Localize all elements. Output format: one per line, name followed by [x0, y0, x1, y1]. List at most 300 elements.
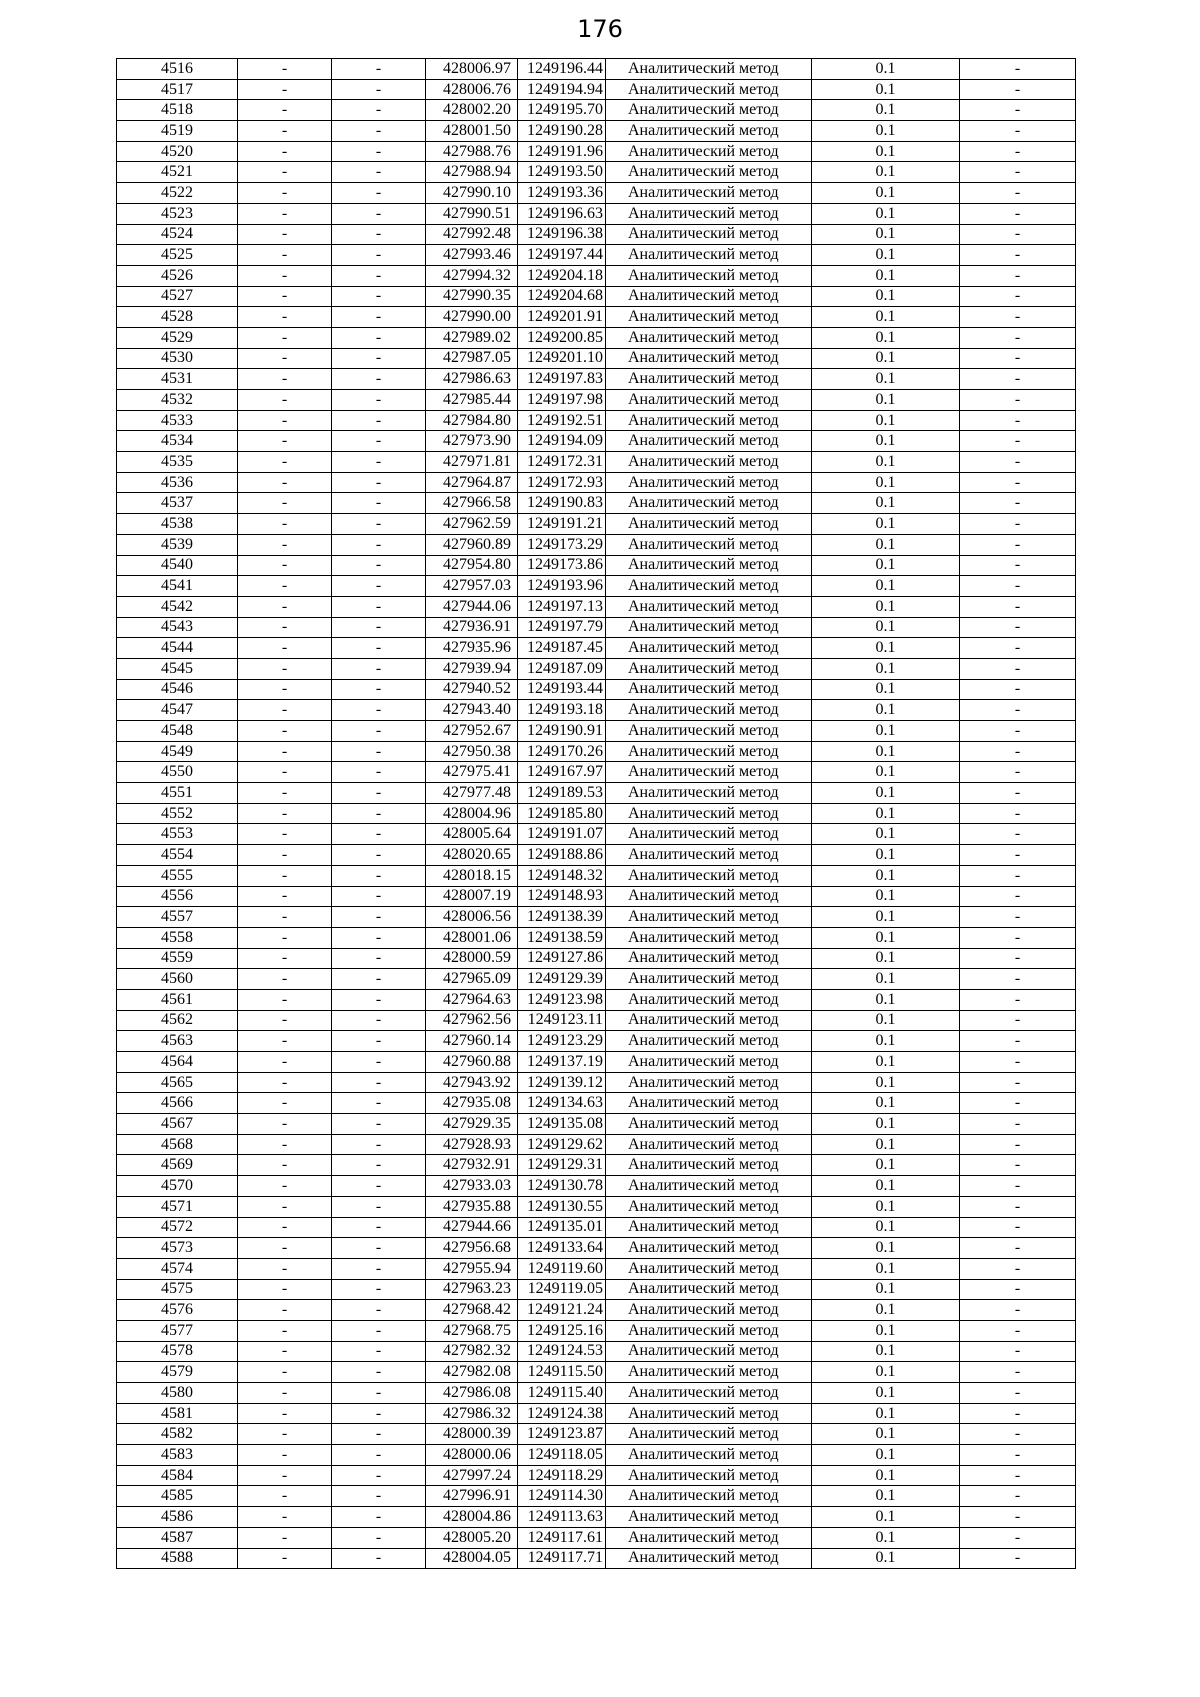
table-row — [117, 762, 1076, 783]
y-coordinate-cell: 1249204.68 — [518, 286, 606, 307]
dash-cell: - — [332, 1341, 426, 1362]
description-cell: - — [960, 245, 1076, 266]
point-number-cell: 4520 — [117, 141, 238, 162]
y-coordinate-cell: 1249193.18 — [518, 700, 606, 721]
dash-cell: - — [332, 162, 426, 183]
method-cell: Аналитический метод — [606, 886, 812, 907]
point-number-cell: 4542 — [117, 596, 238, 617]
description-cell: - — [960, 1176, 1076, 1197]
point-number-cell: 4561 — [117, 989, 238, 1010]
point-number-cell: 4529 — [117, 327, 238, 348]
dash-cell: - — [238, 762, 332, 783]
dash-cell: - — [238, 327, 332, 348]
accuracy-cell: 0.1 — [812, 162, 960, 183]
point-number-cell: 4576 — [117, 1300, 238, 1321]
dash-cell: - — [332, 79, 426, 100]
x-coordinate-cell: 427960.88 — [426, 1052, 518, 1073]
x-coordinate-cell: 428002.20 — [426, 100, 518, 121]
dash-cell: - — [238, 658, 332, 679]
accuracy-cell: 0.1 — [812, 1155, 960, 1176]
point-number-cell: 4538 — [117, 514, 238, 535]
dash-cell: - — [332, 1279, 426, 1300]
table-row — [117, 1093, 1076, 1114]
accuracy-cell: 0.1 — [812, 762, 960, 783]
dash-cell: - — [332, 369, 426, 390]
accuracy-cell: 0.1 — [812, 141, 960, 162]
dash-cell: - — [332, 431, 426, 452]
x-coordinate-cell: 427935.08 — [426, 1093, 518, 1114]
method-cell: Аналитический метод — [606, 79, 812, 100]
dash-cell: - — [238, 1424, 332, 1445]
method-cell: Аналитический метод — [606, 203, 812, 224]
x-coordinate-cell: 428000.59 — [426, 948, 518, 969]
method-cell: Аналитический метод — [606, 1217, 812, 1238]
accuracy-cell: 0.1 — [812, 514, 960, 535]
accuracy-cell: 0.1 — [812, 1527, 960, 1548]
table-row — [117, 1341, 1076, 1362]
dash-cell: - — [238, 927, 332, 948]
dash-cell: - — [238, 679, 332, 700]
dash-cell: - — [332, 203, 426, 224]
point-number-cell: 4541 — [117, 576, 238, 597]
accuracy-cell: 0.1 — [812, 989, 960, 1010]
x-coordinate-cell: 428004.96 — [426, 803, 518, 824]
y-coordinate-cell: 1249191.21 — [518, 514, 606, 535]
accuracy-cell: 0.1 — [812, 307, 960, 328]
table-row — [117, 265, 1076, 286]
table-row — [117, 1134, 1076, 1155]
y-coordinate-cell: 1249167.97 — [518, 762, 606, 783]
table-row — [117, 1176, 1076, 1197]
y-coordinate-cell: 1249119.60 — [518, 1258, 606, 1279]
y-coordinate-cell: 1249170.26 — [518, 741, 606, 762]
description-cell: - — [960, 1258, 1076, 1279]
dash-cell: - — [238, 1486, 332, 1507]
table-row — [117, 948, 1076, 969]
x-coordinate-cell: 428005.64 — [426, 824, 518, 845]
x-coordinate-cell: 427943.92 — [426, 1072, 518, 1093]
table-row — [117, 1383, 1076, 1404]
dash-cell: - — [238, 700, 332, 721]
x-coordinate-cell: 427973.90 — [426, 431, 518, 452]
x-coordinate-cell: 428020.65 — [426, 845, 518, 866]
y-coordinate-cell: 1249194.94 — [518, 79, 606, 100]
method-cell: Аналитический метод — [606, 390, 812, 411]
x-coordinate-cell: 428018.15 — [426, 865, 518, 886]
point-number-cell: 4582 — [117, 1424, 238, 1445]
dash-cell: - — [332, 617, 426, 638]
x-coordinate-cell: 427982.08 — [426, 1362, 518, 1383]
point-number-cell: 4562 — [117, 1010, 238, 1031]
description-cell: - — [960, 410, 1076, 431]
point-number-cell: 4537 — [117, 493, 238, 514]
table-row — [117, 286, 1076, 307]
x-coordinate-cell: 427987.05 — [426, 348, 518, 369]
accuracy-cell: 0.1 — [812, 1548, 960, 1569]
x-coordinate-cell: 427952.67 — [426, 721, 518, 742]
dash-cell: - — [332, 493, 426, 514]
x-coordinate-cell: 427933.03 — [426, 1176, 518, 1197]
dash-cell: - — [332, 783, 426, 804]
dash-cell: - — [238, 1010, 332, 1031]
y-coordinate-cell: 1249135.01 — [518, 1217, 606, 1238]
description-cell: - — [960, 1445, 1076, 1466]
table-row — [117, 1486, 1076, 1507]
y-coordinate-cell: 1249204.18 — [518, 265, 606, 286]
x-coordinate-cell: 427977.48 — [426, 783, 518, 804]
dash-cell: - — [332, 1362, 426, 1383]
accuracy-cell: 0.1 — [812, 865, 960, 886]
x-coordinate-cell: 427982.32 — [426, 1341, 518, 1362]
y-coordinate-cell: 1249124.53 — [518, 1341, 606, 1362]
accuracy-cell: 0.1 — [812, 1403, 960, 1424]
description-cell: - — [960, 783, 1076, 804]
dash-cell: - — [238, 286, 332, 307]
accuracy-cell: 0.1 — [812, 1320, 960, 1341]
dash-cell: - — [238, 493, 332, 514]
dash-cell: - — [238, 369, 332, 390]
y-coordinate-cell: 1249187.45 — [518, 638, 606, 659]
table-row — [117, 162, 1076, 183]
x-coordinate-cell: 427962.59 — [426, 514, 518, 535]
description-cell: - — [960, 1362, 1076, 1383]
accuracy-cell: 0.1 — [812, 1093, 960, 1114]
method-cell: Аналитический метод — [606, 59, 812, 80]
accuracy-cell: 0.1 — [812, 1424, 960, 1445]
point-number-cell: 4553 — [117, 824, 238, 845]
dash-cell: - — [332, 824, 426, 845]
description-cell: - — [960, 224, 1076, 245]
dash-cell: - — [238, 1052, 332, 1073]
accuracy-cell: 0.1 — [812, 1465, 960, 1486]
dash-cell: - — [332, 1445, 426, 1466]
dash-cell: - — [238, 1114, 332, 1135]
dash-cell: - — [332, 307, 426, 328]
point-number-cell: 4527 — [117, 286, 238, 307]
method-cell: Аналитический метод — [606, 596, 812, 617]
dash-cell: - — [238, 1217, 332, 1238]
x-coordinate-cell: 428001.50 — [426, 121, 518, 142]
table-row — [117, 1403, 1076, 1424]
table-row — [117, 307, 1076, 328]
accuracy-cell: 0.1 — [812, 1072, 960, 1093]
accuracy-cell: 0.1 — [812, 927, 960, 948]
table-row — [117, 865, 1076, 886]
dash-cell: - — [238, 617, 332, 638]
x-coordinate-cell: 427928.93 — [426, 1134, 518, 1155]
y-coordinate-cell: 1249129.39 — [518, 969, 606, 990]
x-coordinate-cell: 427929.35 — [426, 1114, 518, 1135]
point-number-cell: 4540 — [117, 555, 238, 576]
dash-cell: - — [238, 1362, 332, 1383]
point-number-cell: 4563 — [117, 1031, 238, 1052]
point-number-cell: 4536 — [117, 472, 238, 493]
table-row — [117, 1217, 1076, 1238]
table-row — [117, 141, 1076, 162]
description-cell: - — [960, 969, 1076, 990]
y-coordinate-cell: 1249123.29 — [518, 1031, 606, 1052]
accuracy-cell: 0.1 — [812, 1052, 960, 1073]
table-row — [117, 803, 1076, 824]
y-coordinate-cell: 1249138.39 — [518, 907, 606, 928]
accuracy-cell: 0.1 — [812, 576, 960, 597]
table-row — [117, 1548, 1076, 1569]
point-number-cell: 4580 — [117, 1383, 238, 1404]
y-coordinate-cell: 1249133.64 — [518, 1238, 606, 1259]
dash-cell: - — [238, 1383, 332, 1404]
point-number-cell: 4567 — [117, 1114, 238, 1135]
accuracy-cell: 0.1 — [812, 700, 960, 721]
y-coordinate-cell: 1249115.50 — [518, 1362, 606, 1383]
description-cell: - — [960, 307, 1076, 328]
point-number-cell: 4568 — [117, 1134, 238, 1155]
x-coordinate-cell: 427956.68 — [426, 1238, 518, 1259]
y-coordinate-cell: 1249117.71 — [518, 1548, 606, 1569]
dash-cell: - — [332, 989, 426, 1010]
x-coordinate-cell: 427939.94 — [426, 658, 518, 679]
method-cell: Аналитический метод — [606, 100, 812, 121]
description-cell: - — [960, 679, 1076, 700]
description-cell: - — [960, 1320, 1076, 1341]
table-row — [117, 721, 1076, 742]
description-cell: - — [960, 658, 1076, 679]
dash-cell: - — [332, 679, 426, 700]
method-cell: Аналитический метод — [606, 762, 812, 783]
method-cell: Аналитический метод — [606, 1093, 812, 1114]
description-cell: - — [960, 762, 1076, 783]
y-coordinate-cell: 1249148.93 — [518, 886, 606, 907]
dash-cell: - — [238, 803, 332, 824]
x-coordinate-cell: 428006.76 — [426, 79, 518, 100]
table-row — [117, 658, 1076, 679]
table-row — [117, 369, 1076, 390]
x-coordinate-cell: 428000.06 — [426, 1445, 518, 1466]
y-coordinate-cell: 1249125.16 — [518, 1320, 606, 1341]
method-cell: Аналитический метод — [606, 555, 812, 576]
accuracy-cell: 0.1 — [812, 348, 960, 369]
point-number-cell: 4559 — [117, 948, 238, 969]
dash-cell: - — [332, 59, 426, 80]
y-coordinate-cell: 1249138.59 — [518, 927, 606, 948]
accuracy-cell: 0.1 — [812, 679, 960, 700]
x-coordinate-cell: 427965.09 — [426, 969, 518, 990]
description-cell: - — [960, 907, 1076, 928]
dash-cell: - — [332, 1403, 426, 1424]
y-coordinate-cell: 1249197.83 — [518, 369, 606, 390]
method-cell: Аналитический метод — [606, 948, 812, 969]
table-row — [117, 1362, 1076, 1383]
table-row — [117, 1507, 1076, 1528]
accuracy-cell: 0.1 — [812, 1114, 960, 1135]
table-row — [117, 824, 1076, 845]
dash-cell: - — [332, 1155, 426, 1176]
table-row — [117, 1031, 1076, 1052]
point-number-cell: 4583 — [117, 1445, 238, 1466]
x-coordinate-cell: 427960.14 — [426, 1031, 518, 1052]
y-coordinate-cell: 1249185.80 — [518, 803, 606, 824]
dash-cell: - — [238, 824, 332, 845]
method-cell: Аналитический метод — [606, 369, 812, 390]
dash-cell: - — [238, 1196, 332, 1217]
description-cell: - — [960, 1527, 1076, 1548]
dash-cell: - — [238, 1341, 332, 1362]
description-cell: - — [960, 741, 1076, 762]
method-cell: Аналитический метод — [606, 803, 812, 824]
table-row — [117, 1320, 1076, 1341]
table-row — [117, 783, 1076, 804]
method-cell: Аналитический метод — [606, 1176, 812, 1197]
accuracy-cell: 0.1 — [812, 245, 960, 266]
table-row — [117, 1527, 1076, 1548]
description-cell: - — [960, 493, 1076, 514]
x-coordinate-cell: 427935.96 — [426, 638, 518, 659]
point-number-cell: 4552 — [117, 803, 238, 824]
x-coordinate-cell: 427975.41 — [426, 762, 518, 783]
description-cell: - — [960, 369, 1076, 390]
dash-cell: - — [238, 1258, 332, 1279]
y-coordinate-cell: 1249190.28 — [518, 121, 606, 142]
y-coordinate-cell: 1249117.61 — [518, 1527, 606, 1548]
y-coordinate-cell: 1249134.63 — [518, 1093, 606, 1114]
accuracy-cell: 0.1 — [812, 1134, 960, 1155]
description-cell: - — [960, 1465, 1076, 1486]
dash-cell: - — [238, 741, 332, 762]
method-cell: Аналитический метод — [606, 534, 812, 555]
dash-cell: - — [332, 948, 426, 969]
x-coordinate-cell: 428005.20 — [426, 1527, 518, 1548]
method-cell: Аналитический метод — [606, 1486, 812, 1507]
accuracy-cell: 0.1 — [812, 224, 960, 245]
dash-cell: - — [332, 1176, 426, 1197]
description-cell: - — [960, 555, 1076, 576]
description-cell: - — [960, 617, 1076, 638]
point-number-cell: 4574 — [117, 1258, 238, 1279]
dash-cell: - — [238, 1507, 332, 1528]
point-number-cell: 4586 — [117, 1507, 238, 1528]
accuracy-cell: 0.1 — [812, 431, 960, 452]
x-coordinate-cell: 427985.44 — [426, 390, 518, 411]
method-cell: Аналитический метод — [606, 989, 812, 1010]
point-number-cell: 4534 — [117, 431, 238, 452]
dash-cell: - — [238, 1176, 332, 1197]
method-cell: Аналитический метод — [606, 183, 812, 204]
dash-cell: - — [332, 1548, 426, 1569]
table-row — [117, 1258, 1076, 1279]
dash-cell: - — [238, 410, 332, 431]
method-cell: Аналитический метод — [606, 824, 812, 845]
accuracy-cell: 0.1 — [812, 824, 960, 845]
y-coordinate-cell: 1249189.53 — [518, 783, 606, 804]
method-cell: Аналитический метод — [606, 845, 812, 866]
accuracy-cell: 0.1 — [812, 183, 960, 204]
x-coordinate-cell: 428000.39 — [426, 1424, 518, 1445]
y-coordinate-cell: 1249193.96 — [518, 576, 606, 597]
y-coordinate-cell: 1249193.36 — [518, 183, 606, 204]
description-cell: - — [960, 927, 1076, 948]
method-cell: Аналитический метод — [606, 1362, 812, 1383]
table-row — [117, 59, 1076, 80]
dash-cell: - — [238, 783, 332, 804]
coordinates-table — [116, 58, 1076, 1569]
accuracy-cell: 0.1 — [812, 741, 960, 762]
accuracy-cell: 0.1 — [812, 286, 960, 307]
y-coordinate-cell: 1249139.12 — [518, 1072, 606, 1093]
dash-cell: - — [238, 576, 332, 597]
y-coordinate-cell: 1249196.63 — [518, 203, 606, 224]
dash-cell: - — [238, 514, 332, 535]
method-cell: Аналитический метод — [606, 638, 812, 659]
dash-cell: - — [238, 1072, 332, 1093]
method-cell: Аналитический метод — [606, 472, 812, 493]
table-row — [117, 514, 1076, 535]
y-coordinate-cell: 1249172.93 — [518, 472, 606, 493]
table-row — [117, 927, 1076, 948]
point-number-cell: 4533 — [117, 410, 238, 431]
point-number-cell: 4566 — [117, 1093, 238, 1114]
x-coordinate-cell: 428004.05 — [426, 1548, 518, 1569]
x-coordinate-cell: 427990.35 — [426, 286, 518, 307]
dash-cell: - — [332, 1383, 426, 1404]
accuracy-cell: 0.1 — [812, 845, 960, 866]
point-number-cell: 4581 — [117, 1403, 238, 1424]
dash-cell: - — [238, 948, 332, 969]
point-number-cell: 4573 — [117, 1238, 238, 1259]
dash-cell: - — [332, 596, 426, 617]
table-row — [117, 1424, 1076, 1445]
method-cell: Аналитический метод — [606, 1031, 812, 1052]
table-row — [117, 390, 1076, 411]
y-coordinate-cell: 1249129.62 — [518, 1134, 606, 1155]
point-number-cell: 4551 — [117, 783, 238, 804]
point-number-cell: 4555 — [117, 865, 238, 886]
dash-cell: - — [332, 141, 426, 162]
description-cell: - — [960, 79, 1076, 100]
description-cell: - — [960, 183, 1076, 204]
point-number-cell: 4584 — [117, 1465, 238, 1486]
x-coordinate-cell: 427971.81 — [426, 452, 518, 473]
y-coordinate-cell: 1249148.32 — [518, 865, 606, 886]
point-number-cell: 4531 — [117, 369, 238, 390]
table-row — [117, 121, 1076, 142]
dash-cell: - — [238, 265, 332, 286]
method-cell: Аналитический метод — [606, 1114, 812, 1135]
dash-cell: - — [238, 121, 332, 142]
method-cell: Аналитический метод — [606, 865, 812, 886]
method-cell: Аналитический метод — [606, 1300, 812, 1321]
dash-cell: - — [238, 472, 332, 493]
dash-cell: - — [332, 245, 426, 266]
table-row — [117, 534, 1076, 555]
method-cell: Аналитический метод — [606, 1134, 812, 1155]
method-cell: Аналитический метод — [606, 741, 812, 762]
y-coordinate-cell: 1249196.38 — [518, 224, 606, 245]
y-coordinate-cell: 1249187.09 — [518, 658, 606, 679]
method-cell: Аналитический метод — [606, 1341, 812, 1362]
y-coordinate-cell: 1249127.86 — [518, 948, 606, 969]
dash-cell: - — [238, 555, 332, 576]
method-cell: Аналитический метод — [606, 224, 812, 245]
dash-cell: - — [238, 307, 332, 328]
x-coordinate-cell: 427996.91 — [426, 1486, 518, 1507]
method-cell: Аналитический метод — [606, 576, 812, 597]
dash-cell: - — [332, 390, 426, 411]
table-row — [117, 1010, 1076, 1031]
dash-cell: - — [332, 1527, 426, 1548]
point-number-cell: 4535 — [117, 452, 238, 473]
description-cell: - — [960, 989, 1076, 1010]
y-coordinate-cell: 1249191.96 — [518, 141, 606, 162]
x-coordinate-cell: 428006.97 — [426, 59, 518, 80]
